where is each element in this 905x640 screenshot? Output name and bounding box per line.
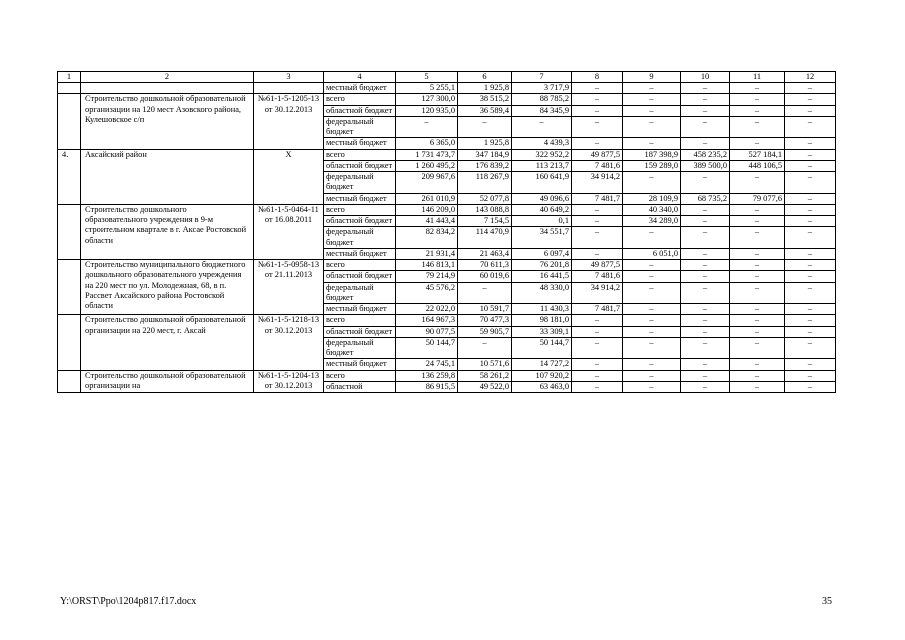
header-cell: 5 — [396, 72, 458, 83]
value-cell: – — [681, 248, 730, 259]
value-cell: – — [785, 193, 836, 204]
value-cell: – — [681, 315, 730, 326]
value-cell: 48 330,0 — [512, 282, 572, 304]
value-cell: – — [572, 337, 623, 359]
value-cell: 0,1 — [512, 216, 572, 227]
value-cell: 21 931,4 — [396, 248, 458, 259]
value-cell: – — [623, 282, 681, 304]
document-ref — [254, 83, 324, 94]
value-cell: – — [785, 204, 836, 215]
value-cell: – — [623, 315, 681, 326]
value-cell: – — [572, 381, 623, 392]
document-ref: №61-1-5-0958-13 от 21.11.2013 — [254, 260, 324, 315]
value-cell: – — [785, 216, 836, 227]
value-cell: – — [785, 83, 836, 94]
value-cell: – — [623, 83, 681, 94]
value-cell: – — [785, 105, 836, 116]
budget-table — [57, 71, 836, 393]
header-cell: 9 — [623, 72, 681, 83]
value-cell: 7 481,6 — [572, 160, 623, 171]
value-cell: 4 439,3 — [512, 138, 572, 149]
value-cell: 6 365,0 — [396, 138, 458, 149]
value-cell: – — [572, 216, 623, 227]
value-cell: – — [572, 94, 623, 105]
value-cell: – — [681, 337, 730, 359]
value-cell: 146 209,0 — [396, 204, 458, 215]
table-row — [58, 83, 836, 94]
value-cell: 1 925,8 — [458, 83, 512, 94]
value-cell: 10 591,7 — [458, 304, 512, 315]
value-cell: 70 477,3 — [458, 315, 512, 326]
funding-type: областной бюджет — [324, 105, 396, 116]
header-row — [58, 72, 836, 83]
value-cell: – — [730, 172, 785, 194]
value-cell: – — [623, 326, 681, 337]
value-cell: 187 398,9 — [623, 149, 681, 160]
funding-type: федеральный бюджет — [324, 282, 396, 304]
value-cell: 118 267,9 — [458, 172, 512, 194]
value-cell: 59 905,7 — [458, 326, 512, 337]
value-cell: – — [785, 326, 836, 337]
value-cell: – — [730, 271, 785, 282]
value-cell: 28 109,9 — [623, 193, 681, 204]
value-cell: 22 022,0 — [396, 304, 458, 315]
value-cell: – — [730, 105, 785, 116]
object-name: Строительство дошкольной образовательной организации на 120 мест Азовского района, Кулешовское с/п — [81, 94, 254, 149]
value-cell: – — [623, 138, 681, 149]
value-cell: – — [785, 304, 836, 315]
value-cell: – — [785, 381, 836, 392]
document-ref: №61-1-5-1205-13 от 30.12.2013 — [254, 94, 324, 149]
header-cell: 1 — [58, 72, 81, 83]
row-number: 4. — [58, 149, 81, 204]
value-cell: 146 813,1 — [396, 260, 458, 271]
funding-type: местный бюджет — [324, 138, 396, 149]
value-cell: 79 214,9 — [396, 271, 458, 282]
funding-type: областной бюджет — [324, 216, 396, 227]
value-cell: – — [785, 227, 836, 249]
value-cell: 6 097,4 — [512, 248, 572, 259]
header-cell: 10 — [681, 72, 730, 83]
value-cell: – — [572, 326, 623, 337]
row-number — [58, 370, 81, 393]
header-cell: 7 — [512, 72, 572, 83]
value-cell: – — [730, 83, 785, 94]
funding-type: областной бюджет — [324, 271, 396, 282]
value-cell: – — [681, 94, 730, 105]
value-cell: 36 589,4 — [458, 105, 512, 116]
value-cell: 84 345,9 — [512, 105, 572, 116]
funding-type: местный бюджет — [324, 248, 396, 259]
value-cell: – — [623, 337, 681, 359]
value-cell: – — [730, 94, 785, 105]
table-row — [58, 204, 836, 215]
value-cell: 40 649,2 — [512, 204, 572, 215]
value-cell: 58 261,2 — [458, 370, 512, 381]
value-cell: 34 289,0 — [623, 216, 681, 227]
value-cell: – — [730, 337, 785, 359]
value-cell: 527 184,1 — [730, 149, 785, 160]
value-cell: – — [623, 260, 681, 271]
value-cell: – — [785, 116, 836, 138]
value-cell: 49 877,5 — [572, 149, 623, 160]
value-cell: – — [730, 370, 785, 381]
value-cell: 63 463,0 — [512, 381, 572, 392]
value-cell: – — [730, 326, 785, 337]
value-cell: – — [730, 227, 785, 249]
value-cell: 60 019,6 — [458, 271, 512, 282]
value-cell: – — [785, 271, 836, 282]
value-cell: 113 213,7 — [512, 160, 572, 171]
value-cell: 261 010,9 — [396, 193, 458, 204]
value-cell: – — [785, 172, 836, 194]
funding-type: местный бюджет — [324, 83, 396, 94]
table-row — [58, 315, 836, 326]
document-ref: №61-1-5-0464-11 от 16.08.2011 — [254, 204, 324, 259]
value-cell: 16 441,5 — [512, 271, 572, 282]
header-cell: 11 — [730, 72, 785, 83]
value-cell: – — [730, 204, 785, 215]
value-cell: 70 611,3 — [458, 260, 512, 271]
row-number — [58, 83, 81, 94]
table-row — [58, 260, 836, 271]
value-cell: 143 088,8 — [458, 204, 512, 215]
value-cell: 127 300,0 — [396, 94, 458, 105]
value-cell: 82 834,2 — [396, 227, 458, 249]
object-name: Строительство дошкольного образовательного учреждения в 9-м строительном квартале в г. Аксае Ростовской области — [81, 204, 254, 259]
value-cell: 107 920,2 — [512, 370, 572, 381]
table-row — [58, 149, 836, 160]
value-cell: 322 952,2 — [512, 149, 572, 160]
funding-type: областной бюджет — [324, 326, 396, 337]
value-cell: – — [572, 116, 623, 138]
value-cell: 136 259,8 — [396, 370, 458, 381]
funding-type: федеральный бюджет — [324, 116, 396, 138]
value-cell: – — [785, 337, 836, 359]
value-cell: 7 154,5 — [458, 216, 512, 227]
value-cell: – — [458, 282, 512, 304]
value-cell: – — [572, 359, 623, 370]
value-cell: – — [572, 138, 623, 149]
object-name: Строительство дошкольной образовательной организации на 220 мест, г. Аксай — [81, 315, 254, 370]
value-cell: 164 967,3 — [396, 315, 458, 326]
document-ref: №61-1-5-1204-13 от 30.12.2013 — [254, 370, 324, 393]
value-cell: 7 481,7 — [572, 304, 623, 315]
value-cell: – — [730, 315, 785, 326]
value-cell: – — [681, 326, 730, 337]
row-number — [58, 315, 81, 370]
value-cell: 14 727,2 — [512, 359, 572, 370]
value-cell: 40 340,0 — [623, 204, 681, 215]
value-cell: 68 735,2 — [681, 193, 730, 204]
value-cell: – — [730, 138, 785, 149]
value-cell: – — [623, 271, 681, 282]
funding-type: областной — [324, 381, 396, 392]
funding-type: всего — [324, 315, 396, 326]
value-cell: – — [681, 359, 730, 370]
value-cell: – — [681, 304, 730, 315]
value-cell: 76 201,8 — [512, 260, 572, 271]
value-cell: 49 877,5 — [572, 260, 623, 271]
header-cell: 8 — [572, 72, 623, 83]
funding-type: всего — [324, 149, 396, 160]
value-cell: – — [458, 337, 512, 359]
value-cell: 1 925,8 — [458, 138, 512, 149]
file-path: Y:\ORST\Ppo\1204p817.f17.docx — [60, 596, 197, 607]
funding-type: местный бюджет — [324, 359, 396, 370]
value-cell: – — [681, 282, 730, 304]
value-cell: – — [681, 260, 730, 271]
value-cell: 389 500,0 — [681, 160, 730, 171]
value-cell: 33 309,1 — [512, 326, 572, 337]
value-cell: – — [730, 116, 785, 138]
value-cell: – — [572, 105, 623, 116]
funding-type: всего — [324, 94, 396, 105]
funding-type: федеральный бюджет — [324, 172, 396, 194]
row-number — [58, 204, 81, 259]
value-cell: – — [623, 359, 681, 370]
value-cell: – — [681, 227, 730, 249]
value-cell: – — [681, 83, 730, 94]
header-cell: 2 — [81, 72, 254, 83]
value-cell: 160 641,9 — [512, 172, 572, 194]
value-cell: 90 077,5 — [396, 326, 458, 337]
value-cell: – — [623, 172, 681, 194]
value-cell: – — [681, 138, 730, 149]
value-cell: 21 463,4 — [458, 248, 512, 259]
value-cell: – — [623, 94, 681, 105]
value-cell: 114 470,9 — [458, 227, 512, 249]
value-cell: 49 522,0 — [458, 381, 512, 392]
value-cell: – — [396, 116, 458, 138]
value-cell: 34 551,7 — [512, 227, 572, 249]
value-cell: 209 967,6 — [396, 172, 458, 194]
table-row — [58, 370, 836, 381]
value-cell: 458 235,2 — [681, 149, 730, 160]
value-cell: – — [785, 359, 836, 370]
value-cell: 52 077,8 — [458, 193, 512, 204]
value-cell: – — [572, 227, 623, 249]
value-cell: – — [623, 105, 681, 116]
value-cell: 347 184,9 — [458, 149, 512, 160]
value-cell: – — [785, 248, 836, 259]
value-cell: 448 106,5 — [730, 160, 785, 171]
value-cell: 1 260 495,2 — [396, 160, 458, 171]
header-cell: 3 — [254, 72, 324, 83]
row-number — [58, 94, 81, 149]
value-cell: – — [623, 304, 681, 315]
header-cell: 6 — [458, 72, 512, 83]
value-cell: – — [785, 160, 836, 171]
value-cell: – — [785, 149, 836, 160]
value-cell: 98 181,0 — [512, 315, 572, 326]
value-cell: 79 077,6 — [730, 193, 785, 204]
value-cell: – — [572, 315, 623, 326]
object-name: Аксайский район — [81, 149, 254, 204]
row-number — [58, 260, 81, 315]
value-cell: – — [681, 116, 730, 138]
value-cell: 5 255,1 — [396, 83, 458, 94]
value-cell: – — [785, 315, 836, 326]
funding-type: всего — [324, 260, 396, 271]
value-cell: – — [572, 248, 623, 259]
value-cell: 10 571,6 — [458, 359, 512, 370]
object-name: Строительство муниципального бюджетного дошкольного образовательного учреждения на 220 мест по ул. Молодежная, 68, в п. Рассвет Аксайского района Ростовской области — [81, 260, 254, 315]
value-cell: – — [681, 381, 730, 392]
value-cell: 41 443,4 — [396, 216, 458, 227]
value-cell: 3 717,9 — [512, 83, 572, 94]
value-cell: – — [730, 260, 785, 271]
value-cell: 7 481,7 — [572, 193, 623, 204]
document-ref: Х — [254, 149, 324, 204]
value-cell: – — [572, 370, 623, 381]
value-cell: 50 144,7 — [512, 337, 572, 359]
value-cell: – — [785, 282, 836, 304]
funding-type: местный бюджет — [324, 304, 396, 315]
value-cell: – — [458, 116, 512, 138]
value-cell: – — [623, 370, 681, 381]
table-row — [58, 94, 836, 105]
value-cell: – — [681, 172, 730, 194]
value-cell: 34 914,2 — [572, 282, 623, 304]
value-cell: – — [681, 105, 730, 116]
value-cell: – — [785, 370, 836, 381]
value-cell: 1 731 473,7 — [396, 149, 458, 160]
funding-type: всего — [324, 204, 396, 215]
value-cell: 38 515,2 — [458, 94, 512, 105]
funding-type: федеральный бюджет — [324, 227, 396, 249]
value-cell: – — [681, 271, 730, 282]
value-cell: – — [623, 227, 681, 249]
value-cell: – — [572, 204, 623, 215]
header-cell: 12 — [785, 72, 836, 83]
value-cell: 6 051,0 — [623, 248, 681, 259]
value-cell: – — [623, 116, 681, 138]
funding-type: областной бюджет — [324, 160, 396, 171]
funding-type: федеральный бюджет — [324, 337, 396, 359]
value-cell: – — [681, 370, 730, 381]
value-cell: – — [785, 94, 836, 105]
value-cell: 86 915,5 — [396, 381, 458, 392]
value-cell: 88 785,2 — [512, 94, 572, 105]
value-cell: – — [623, 381, 681, 392]
value-cell: 7 481,6 — [572, 271, 623, 282]
value-cell: 45 576,2 — [396, 282, 458, 304]
value-cell: 24 745,1 — [396, 359, 458, 370]
document-ref: №61-1-5-1218-13 от 30.12.2013 — [254, 315, 324, 370]
value-cell: – — [681, 204, 730, 215]
value-cell: – — [730, 248, 785, 259]
value-cell: 120 935,0 — [396, 105, 458, 116]
funding-type: местный бюджет — [324, 193, 396, 204]
value-cell: – — [572, 83, 623, 94]
value-cell: 34 914,2 — [572, 172, 623, 194]
value-cell: 50 144,7 — [396, 337, 458, 359]
value-cell: – — [730, 216, 785, 227]
funding-type: всего — [324, 370, 396, 381]
object-name — [81, 83, 254, 94]
header-cell: 4 — [324, 72, 396, 83]
value-cell: – — [730, 381, 785, 392]
value-cell: 11 430,3 — [512, 304, 572, 315]
value-cell: – — [730, 359, 785, 370]
value-cell: – — [730, 282, 785, 304]
object-name: Строительство дошкольной образовательной организации на — [81, 370, 254, 393]
value-cell: – — [512, 116, 572, 138]
value-cell: – — [785, 138, 836, 149]
page-number: 35 — [822, 596, 832, 607]
value-cell: – — [785, 260, 836, 271]
value-cell: – — [681, 216, 730, 227]
value-cell: – — [730, 304, 785, 315]
value-cell: 159 289,0 — [623, 160, 681, 171]
value-cell: 49 096,6 — [512, 193, 572, 204]
value-cell: 176 839,2 — [458, 160, 512, 171]
